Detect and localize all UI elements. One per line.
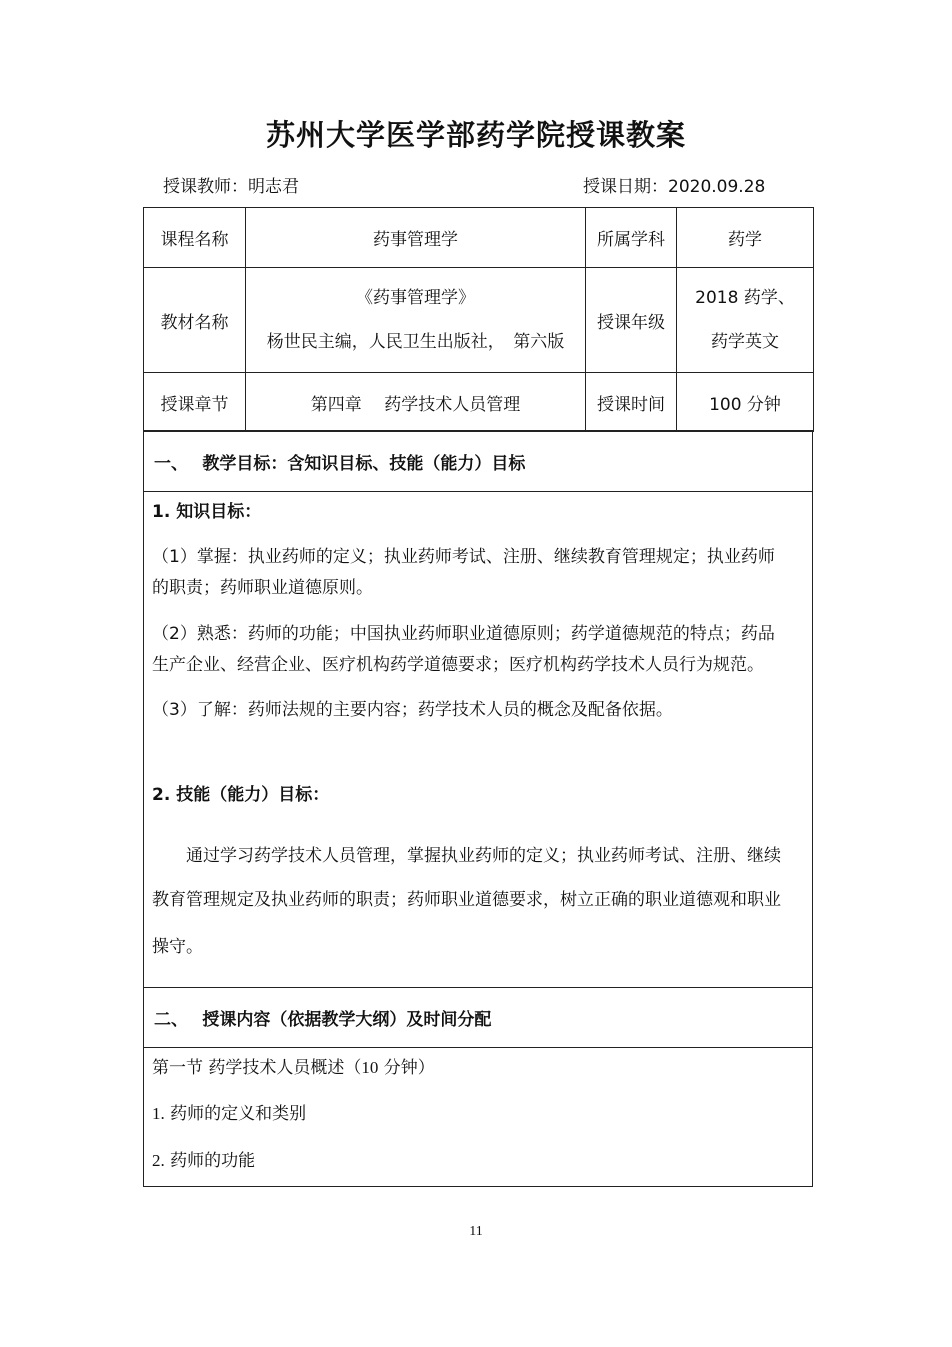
table-row bbox=[144, 268, 814, 373]
page-title: 苏州大学医学部药学院授课教案 bbox=[265, 118, 686, 152]
subject-label: 所属学科 bbox=[586, 208, 677, 268]
list-item: 1. 药师的定义和类别 bbox=[152, 1104, 307, 1124]
grade-line: 2018 药学、 bbox=[695, 288, 795, 308]
knowledge-item-1-cont: 的职责；药师职业道德原则。 bbox=[152, 578, 373, 598]
date-label: 授课日期：2020.09.28 bbox=[583, 177, 766, 197]
knowledge-item-2: （2）熟悉：药师的功能；中国执业药师职业道德原则；药学道德规范的特点；药品 bbox=[152, 624, 775, 644]
course-info-table bbox=[143, 207, 814, 432]
textbook-value bbox=[246, 268, 586, 373]
skill-paragraph: 通过学习药学技术人员管理，掌握执业药师的定义；执业药师考试、注册、继续 bbox=[186, 846, 781, 866]
textbook-line: 杨世民主编，人民卫生出版社， 第六版 bbox=[266, 332, 565, 352]
skill-paragraph-end: 操守。 bbox=[152, 937, 203, 957]
table-row bbox=[144, 208, 814, 268]
page-number: 11 bbox=[469, 1224, 483, 1239]
grade-line: 药学英文 bbox=[711, 332, 779, 352]
skill-paragraph-cont: 教育管理规定及执业药师的职责；药师职业道德要求，树立正确的职业道德观和职业 bbox=[152, 890, 781, 910]
section2-item-heading: 第一节 药学技术人员概述（10 分钟） bbox=[152, 1058, 435, 1078]
textbook-line: 《药事管理学》 bbox=[356, 288, 475, 308]
knowledge-item-2-cont: 生产企业、经营企业、医疗机构药学道德要求；医疗机构药学技术人员行为规范。 bbox=[152, 655, 764, 675]
section2-heading: 二、 授课内容（依据教学大纲）及时间分配 bbox=[143, 987, 813, 1048]
course-name-value: 药事管理学 bbox=[246, 208, 586, 268]
chapter-label: 授课章节 bbox=[144, 373, 246, 432]
chapter-value: 第四章 药学技术人员管理 bbox=[246, 373, 586, 432]
teacher-label: 授课教师：明志君 bbox=[163, 177, 299, 197]
knowledge-item-3: （3）了解：药师法规的主要内容；药学技术人员的概念及配备依据。 bbox=[152, 700, 673, 720]
time-label: 授课时间 bbox=[586, 373, 677, 432]
course-name-label: 课程名称 bbox=[144, 208, 246, 268]
subject-value: 药学 bbox=[677, 208, 814, 268]
skill-title: 2. 技能（能力）目标： bbox=[152, 785, 330, 805]
knowledge-item-1: （1）掌握：执业药师的定义；执业药师考试、注册、继续教育管理规定；执业药师 bbox=[152, 547, 775, 567]
section1-heading: 一、 教学目标：含知识目标、技能（能力）目标 bbox=[143, 430, 813, 492]
time-value: 100 分钟 bbox=[677, 373, 814, 432]
table-row bbox=[144, 373, 814, 432]
grade-label: 授课年级 bbox=[586, 268, 677, 373]
grade-value bbox=[677, 268, 814, 373]
textbook-label: 教材名称 bbox=[144, 268, 246, 373]
knowledge-title: 1. 知识目标： bbox=[152, 502, 262, 522]
list-item: 2. 药师的功能 bbox=[152, 1151, 256, 1171]
